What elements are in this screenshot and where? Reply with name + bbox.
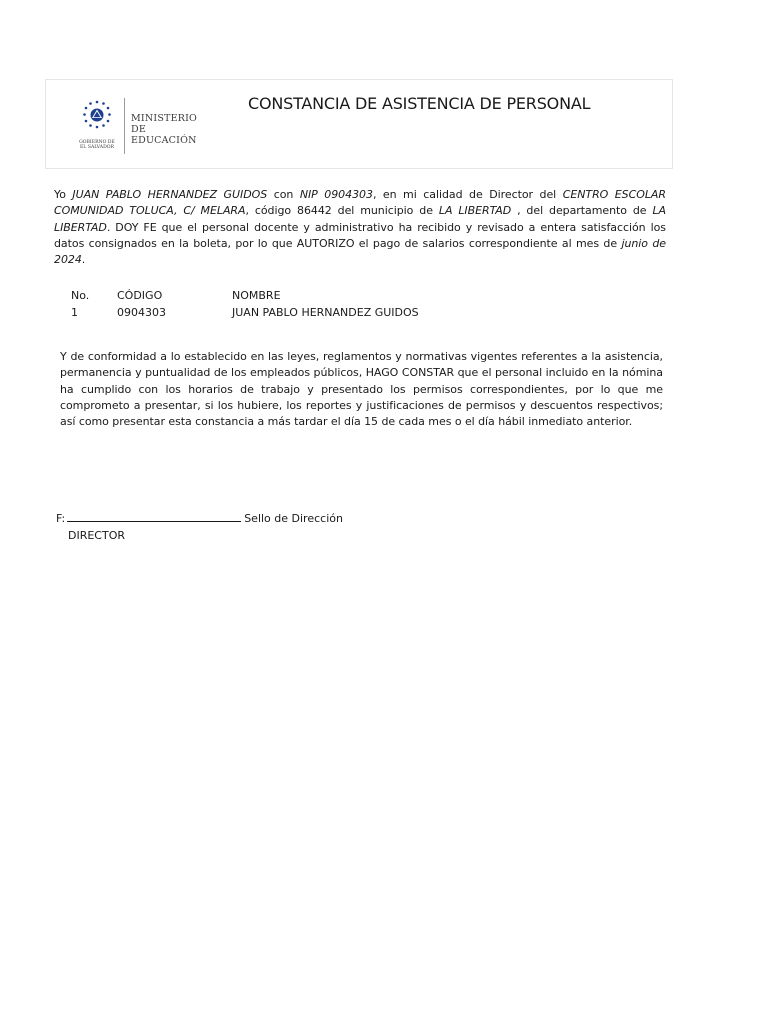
signature-line <box>56 509 343 527</box>
row-codigo: 0904303 <box>117 306 166 319</box>
document-header <box>45 79 673 169</box>
nip-number: NIP 0904303 <box>299 188 373 201</box>
director-name: JUAN PABLO HERNANDEZ GUIDOS <box>72 188 268 201</box>
column-header-codigo: CÓDIGO <box>117 289 163 302</box>
payment-month: junio de 2024 <box>54 236 666 267</box>
intro-paragraph: Yo JUAN PABLO HERNANDEZ GUIDOS con NIP 0904303, en mi calidad de Director del CENTRO ESCOLAR COMUNIDAD TOLUCA, C/ MELARA, código 86442 del municipio de LA LIBERTAD , del departamento de LA LIBERTAD. DOY FE que el personal docente y administrativo ha recibido y revisado a entera satisfacción los datos consignados en la boleta, por lo que AUTORIZO el pago de salarios correspondiente al mes de junio de 2024. <box>54 188 667 267</box>
row-nombre: JUAN PABLO HERNANDEZ GUIDOS <box>232 306 419 319</box>
signature-blank <box>67 509 241 522</box>
logo-divider <box>124 98 125 154</box>
ministry-name: MINISTERIO DE EDUCACIÓN <box>131 113 198 146</box>
column-header-nombre: NOMBRE <box>232 289 281 302</box>
document-title: CONSTANCIA DE ASISTENCIA DE PERSONAL <box>248 94 591 113</box>
column-header-no: No. <box>71 289 90 302</box>
director-role: DIRECTOR <box>68 529 126 542</box>
departamento-name: LA LIBERTAD <box>54 204 667 234</box>
government-name: GOBIERNO DE EL SALVADOR <box>79 140 115 150</box>
ministry-logo <box>74 98 214 154</box>
conformity-paragraph: Y de conformidad a lo establecido en las leyes, reglamentos y normativas vigentes referentes a la asistencia, permanencia y puntualidad de los empleados públicos, HAGO CONSTAR que el personal incluido en la nómina ha cumplido con los horarios de trabajo y presentado los permisos correspondientes, por lo que me comprometo a presentar, si los hubiere, los reportes y justificaciones de permisos y descuentos respectivos; así como presentar esta constancia a más tardar el día 15 de cada mes o el día hábil inmediato anterior. <box>60 350 663 429</box>
seal-label: Sello de Dirección <box>244 512 343 525</box>
signature-label: F: <box>56 512 66 525</box>
row-no: 1 <box>71 306 78 319</box>
school-name: CENTRO ESCOLAR COMUNIDAD TOLUCA, C/ MELARA <box>54 188 667 218</box>
municipio-name: LA LIBERTAD <box>438 204 512 218</box>
